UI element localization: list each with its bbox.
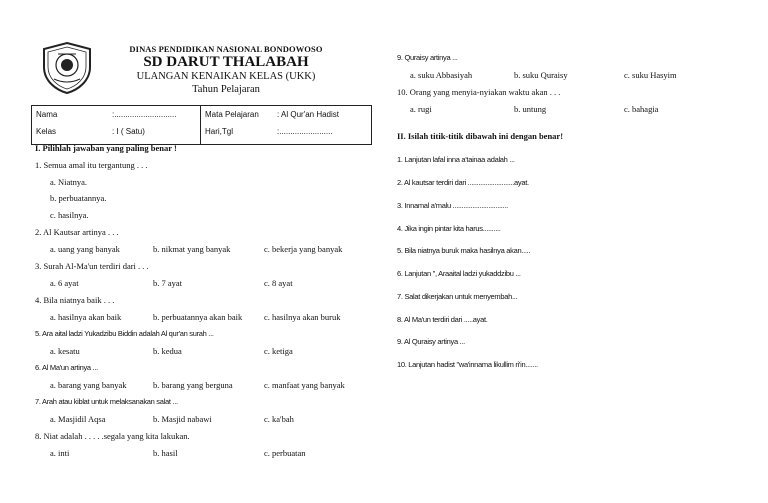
fill-item-6: 6. Lanjutan ", Araaital ladzi yukaddzibu ...	[397, 269, 521, 278]
question-4: 4. Bila niatnya baik . . .	[35, 295, 115, 305]
question-1: 1. Semua amal itu tergantung . . .	[35, 160, 148, 170]
exam-title: ULANGAN KENAIKAN KELAS (UKK)	[136, 71, 316, 82]
question-3: 3. Surah Al-Ma'un terdiri dari . . .	[35, 261, 149, 271]
question-6: 6. Al Ma'un artinya ...	[35, 363, 98, 372]
q5-option-c: c. ketiga	[264, 346, 293, 356]
q4-option-b: b. perbuatannya akan baik	[153, 312, 243, 322]
class-field: : I ( Satu)	[112, 127, 145, 136]
fill-item-2: 2. Al kautsar terdiri dari ..........................ayat.	[397, 178, 529, 187]
q7-option-b: b. Masjid nabawi	[153, 414, 212, 424]
question-2: 2. Al Kautsar artinya . . .	[35, 227, 119, 237]
date-label: Hari,Tgl	[205, 127, 234, 136]
q9-option-b: b. suku Quraisy	[514, 70, 568, 80]
q4-option-a: a. hasilnya akan baik	[50, 312, 122, 322]
section-1-title: I. Pilihlah jawaban yang paling benar !	[35, 143, 177, 153]
subject-label: Mata Pelajaran	[205, 110, 259, 119]
name-label: Nama	[36, 110, 58, 119]
name-field[interactable]: :............................	[112, 110, 177, 119]
q1-option-b: b. perbuatannya.	[50, 193, 107, 203]
fill-item-8: 8. Al Ma'un terdiri dari .....ayat.	[397, 315, 488, 324]
fill-item-5: 5. Bila niatnya buruk maka hasilnya akan.....	[397, 246, 531, 255]
q1-option-c: c. hasilnya.	[50, 210, 89, 220]
student-identity-table	[31, 105, 372, 145]
q9-option-a: a. suku Abbasiyah	[410, 70, 473, 80]
subject-field: : Al Qur'an Hadist	[277, 110, 339, 119]
q8-option-b: b. hasil	[153, 448, 178, 458]
q10-option-a: a. rugi	[410, 104, 432, 114]
date-field[interactable]: :........................	[277, 127, 333, 136]
q10-option-b: b. untung	[514, 104, 547, 114]
q5-option-b: b. kedua	[153, 346, 182, 356]
question-8: 8. Niat adalah . . . . .segala yang kita lakukan.	[35, 431, 190, 441]
q8-option-c: c. perbuatan	[264, 448, 306, 458]
q6-option-a: a. barang yang banyak	[50, 380, 127, 390]
question-5: 5. Ara aital ladzi Yukadzibu Biddin adalah Al qur'an surah ...	[35, 329, 214, 338]
q3-option-c: c. 8 ayat	[264, 278, 293, 288]
q6-option-c: c. manfaat yang banyak	[264, 380, 345, 390]
question-7: 7. Arah atau kiblat untuk melaksanakan salat ...	[35, 397, 178, 406]
q3-option-a: a. 6 ayat	[50, 278, 79, 288]
fill-item-3: 3. Innamal a'malu ...............................	[397, 201, 508, 210]
q1-option-a: a. Niatnya.	[50, 177, 88, 187]
fill-item-1: 1. Lanjutan lafal inna a'tainaa adalah ...	[397, 155, 515, 164]
q2-option-a: a. uang yang banyak	[50, 244, 120, 254]
q9-option-c: c. suku Hasyim	[624, 70, 677, 80]
fill-item-10: 10. Lanjutan hadist "wa'innama likullim ri'in.......	[397, 360, 538, 369]
section-2-title: II. Isilah titik-titik dibawah ini dengan benar!	[397, 131, 564, 141]
table-divider	[200, 106, 201, 144]
q10-option-c: c. bahagia	[624, 104, 659, 114]
fill-item-9: 9. Al Quraisy artinya ...	[397, 337, 465, 346]
q5-option-a: a. kesatu	[50, 346, 80, 356]
q7-option-a: a. Masjidil Aqsa	[50, 414, 106, 424]
agency-name: DINAS PENDIDIKAN NASIONAL BONDOWOSO	[129, 44, 323, 54]
academic-year: Tahun Pelajaran	[192, 84, 260, 95]
q4-option-c: c. hasilnya akan buruk	[264, 312, 341, 322]
q8-option-a: a. inti	[50, 448, 70, 458]
class-label: Kelas	[36, 127, 57, 136]
school-emblem-logo	[40, 41, 94, 95]
question-9: 9. Quraisy artinya ...	[397, 53, 458, 62]
fill-item-4: 4. Jika ingin pintar kita harus..........	[397, 224, 501, 233]
q3-option-b: b. 7 ayat	[153, 278, 183, 288]
q2-option-b: b. nikmat yang banyak	[153, 244, 231, 254]
fill-item-7: 7. Salat dikerjakan untuk menyembah...	[397, 292, 518, 301]
q6-option-b: b. barang yang berguna	[153, 380, 233, 390]
q2-option-c: c. bekerja yang banyak	[264, 244, 343, 254]
question-10: 10. Orang yang menyia-nyiakan waktu akan . . .	[397, 87, 561, 97]
q7-option-c: c. ka'bah	[264, 414, 294, 424]
school-name: SD DARUT THALABAH	[143, 54, 309, 70]
